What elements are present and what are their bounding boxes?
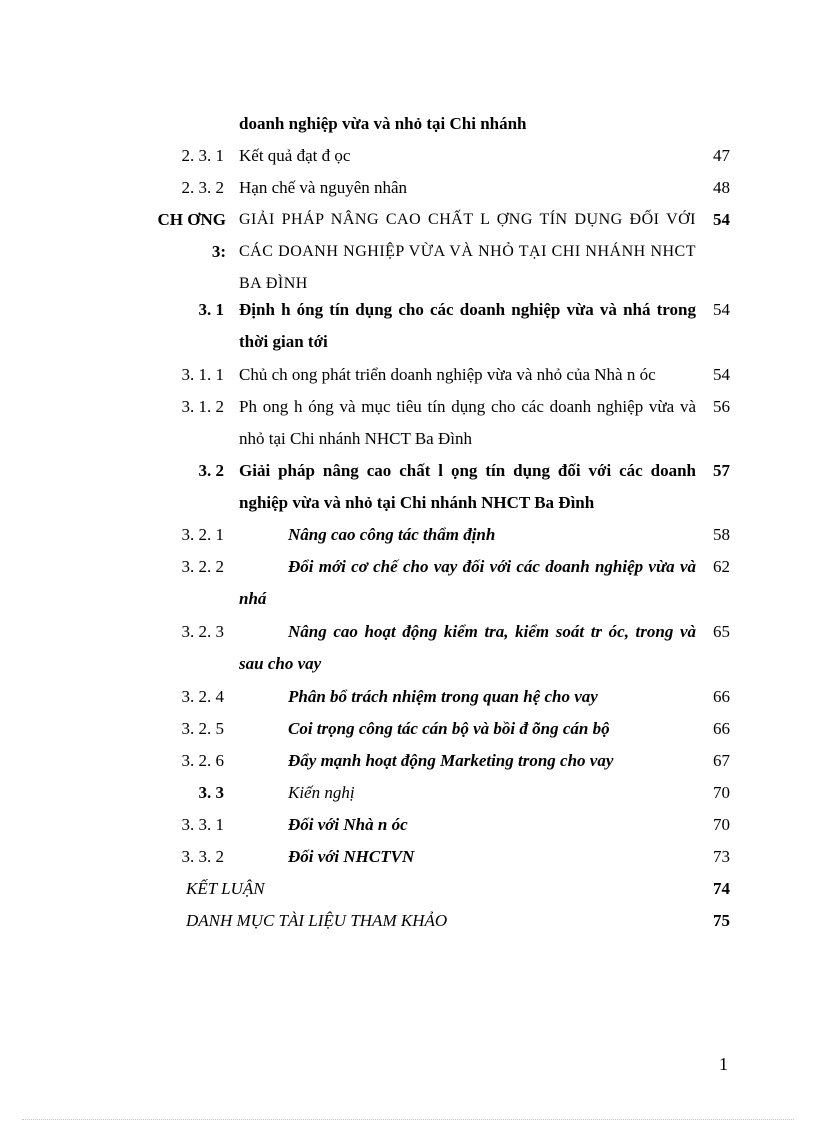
toc-entry-number: 3. 3	[198, 783, 224, 802]
chapter-page: 54	[713, 210, 730, 229]
toc-entry-number: 2. 3. 2	[181, 178, 224, 197]
toc-entry-number: 2. 3. 1	[181, 146, 224, 165]
toc-entry-title: Kết quả đạt đ ọc	[239, 146, 351, 165]
toc-entry-page: 70	[713, 783, 730, 802]
toc-entry-number: 3. 2. 2	[181, 557, 224, 576]
toc-continuation-title: doanh nghiệp vừa và nhỏ tại Chi nhánh	[239, 114, 527, 133]
toc-entry-title: Nâng cao công tác thẩm định	[288, 525, 496, 544]
toc-entry-title: Ph ong h óng và mục tiêu tín dụng cho các doanh nghiệp vừa và nhỏ tại Chi nhánh NHCT Ba Đình	[239, 397, 696, 448]
toc-entry-number: 3. 3. 2	[181, 847, 224, 866]
toc-entry-title: Kiến nghị	[288, 783, 355, 802]
toc-entry-page: 62	[713, 557, 730, 576]
references-page: 75	[713, 911, 730, 930]
toc-entry-number: 3. 3. 1	[181, 815, 224, 834]
toc-entry-page: 70	[713, 815, 730, 834]
chapter-title: GIẢI PHÁP NÂNG CAO CHẤT L ỢNG TÍN DỤNG ĐỐI VỚI CÁC DOANH NGHIỆP VỪA VÀ NHỎ TẠI CHI NHÁNH NHCT BA ĐÌNH	[239, 211, 696, 292]
toc-entry-page: 66	[713, 719, 730, 738]
toc-entry-title: Hạn chế và nguyên nhân	[239, 178, 408, 197]
chapter-label-number: 3:	[211, 242, 226, 261]
toc-entry-number: 3. 1	[198, 300, 224, 319]
toc-entry-page: 47	[713, 146, 730, 165]
toc-entry-page: 54	[713, 300, 730, 319]
toc-entry-title: Nâng cao hoạt động kiểm tra, kiểm soát tr óc, trong và sau cho vay	[239, 622, 696, 673]
page-bottom-divider	[22, 1119, 794, 1120]
toc-entry-title: Định h óng tín dụng cho các doanh nghiệp vừa và nhá trong thời gian tới	[239, 300, 696, 351]
page-number: 1	[719, 1054, 728, 1074]
toc-entry-title: Đối với Nhà n óc	[288, 815, 408, 834]
toc-entry-page: 65	[713, 622, 730, 641]
toc-entry-title: Đổi mới cơ chế cho vay đối với các doanh nghiệp vừa và nhá	[239, 557, 696, 608]
toc-entry-page: 66	[713, 687, 730, 706]
toc-entry-number: 3. 1. 2	[181, 397, 224, 416]
toc-entry-page: 48	[713, 178, 730, 197]
conclusion-page: 74	[713, 879, 730, 898]
toc-entry-title: Coi trọng công tác cán bộ và bồi đ õng cán bộ	[288, 719, 610, 738]
toc-entry-title: Đẩy mạnh hoạt động Marketing trong cho vay	[288, 751, 614, 770]
toc-entry-title: Giải pháp nâng cao chất l ọng tín dụng đối với các doanh nghiệp vừa và nhỏ tại Chi nhánh NHCT Ba Đình	[239, 461, 696, 512]
toc-entry-title: Phân bổ trách nhiệm trong quan hệ cho vay	[288, 687, 598, 706]
toc-entry-page: 58	[713, 525, 730, 544]
toc-entry-number: 3. 2	[198, 461, 224, 480]
toc-entry-number: 3. 2. 3	[181, 622, 224, 641]
toc-entry-title: Đối với NHCTVN	[288, 847, 415, 866]
toc-entry-page: 57	[713, 461, 730, 480]
chapter-label-word: CH ƠNG	[157, 210, 226, 229]
toc-entry-number: 3. 2. 4	[181, 687, 224, 706]
conclusion-title: KẾT LUẬN	[186, 879, 265, 898]
toc-entry-number: 3. 2. 5	[181, 719, 224, 738]
toc-entry-page: 56	[713, 397, 730, 416]
toc-entry-number: 3. 2. 1	[181, 525, 224, 544]
toc-entry-title: Chủ ch ong phát triển doanh nghiệp vừa và nhỏ của Nhà n óc	[239, 365, 656, 384]
toc-entry-page: 67	[713, 751, 730, 770]
references-title: DANH MỤC TÀI LIỆU THAM KHẢO	[186, 911, 448, 930]
toc-entry-page: 73	[713, 847, 730, 866]
toc-entry-page: 54	[713, 365, 730, 384]
chapter-label	[138, 204, 226, 268]
toc-entry-number: 3. 2. 6	[181, 751, 224, 770]
toc-entry-number: 3. 1. 1	[181, 365, 224, 384]
